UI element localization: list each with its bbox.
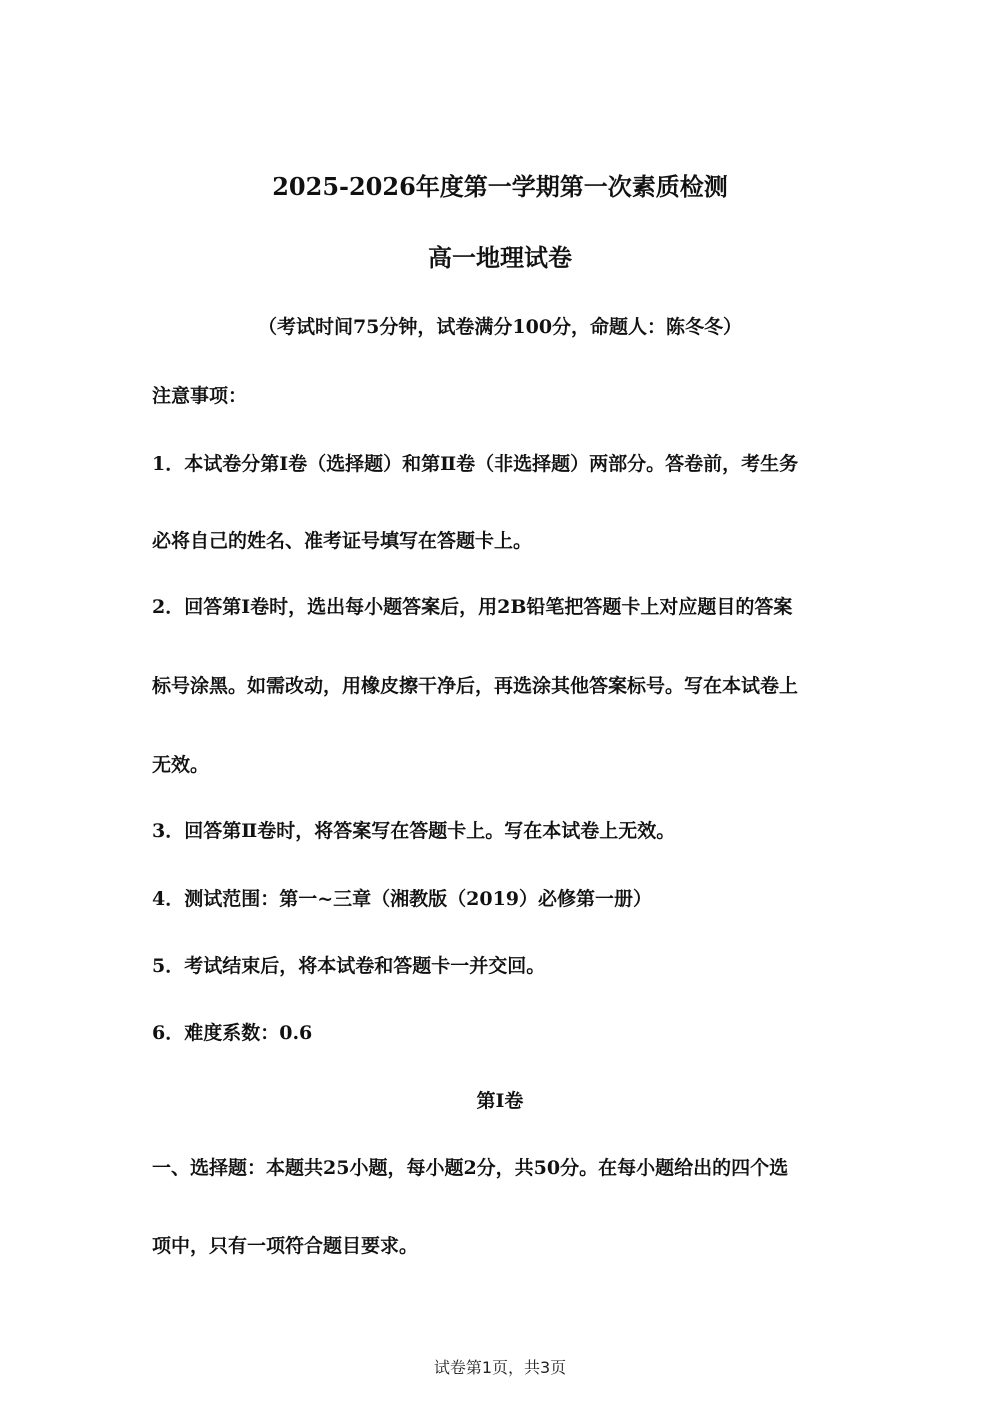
notice-line: 3．回答第Ⅱ卷时，将答案写在答题卡上。写在本试卷上无效。 [152,820,676,842]
exam-title: 2025-2026年度第一学期第一次素质检测 [272,172,728,201]
notice-line: 4．测试范围：第一~三章（湘教版（2019）必修第一册） [152,888,653,910]
page-footer: 试卷第1页，共3页 [433,1358,567,1377]
notice-line: 1．本试卷分第Ⅰ卷（选择题）和第Ⅱ卷（非选择题）两部分。答卷前，考生务 [152,453,799,475]
exam-info: （考试时间75分钟，试卷满分100分，命题人：陈冬冬） [257,316,743,338]
notice-line: 6．难度系数：0.6 [152,1022,313,1044]
notice-line: 2．回答第Ⅰ卷时，选出每小题答案后，用2B铅笔把答题卡上对应题目的答案 [152,596,793,618]
notice-line: 必将自己的姓名、准考证号填写在答题卡上。 [152,530,533,552]
notice-heading: 注意事项： [152,385,248,407]
section-instruction: 项中，只有一项符合题目要求。 [152,1235,419,1257]
exam-subject: 高一地理试卷 [428,243,572,272]
notice-line: 5．考试结束后，将本试卷和答题卡一并交回。 [152,955,546,977]
section-title: 第Ⅰ卷 [476,1090,524,1112]
notice-line: 标号涂黑。如需改动，用橡皮擦干净后，再选涂其他答案标号。写在本试卷上 [152,675,799,697]
notice-line: 无效。 [152,754,210,776]
section-instruction: 一、选择题：本题共25小题，每小题2分，共50分。在每小题给出的四个选 [152,1157,789,1179]
